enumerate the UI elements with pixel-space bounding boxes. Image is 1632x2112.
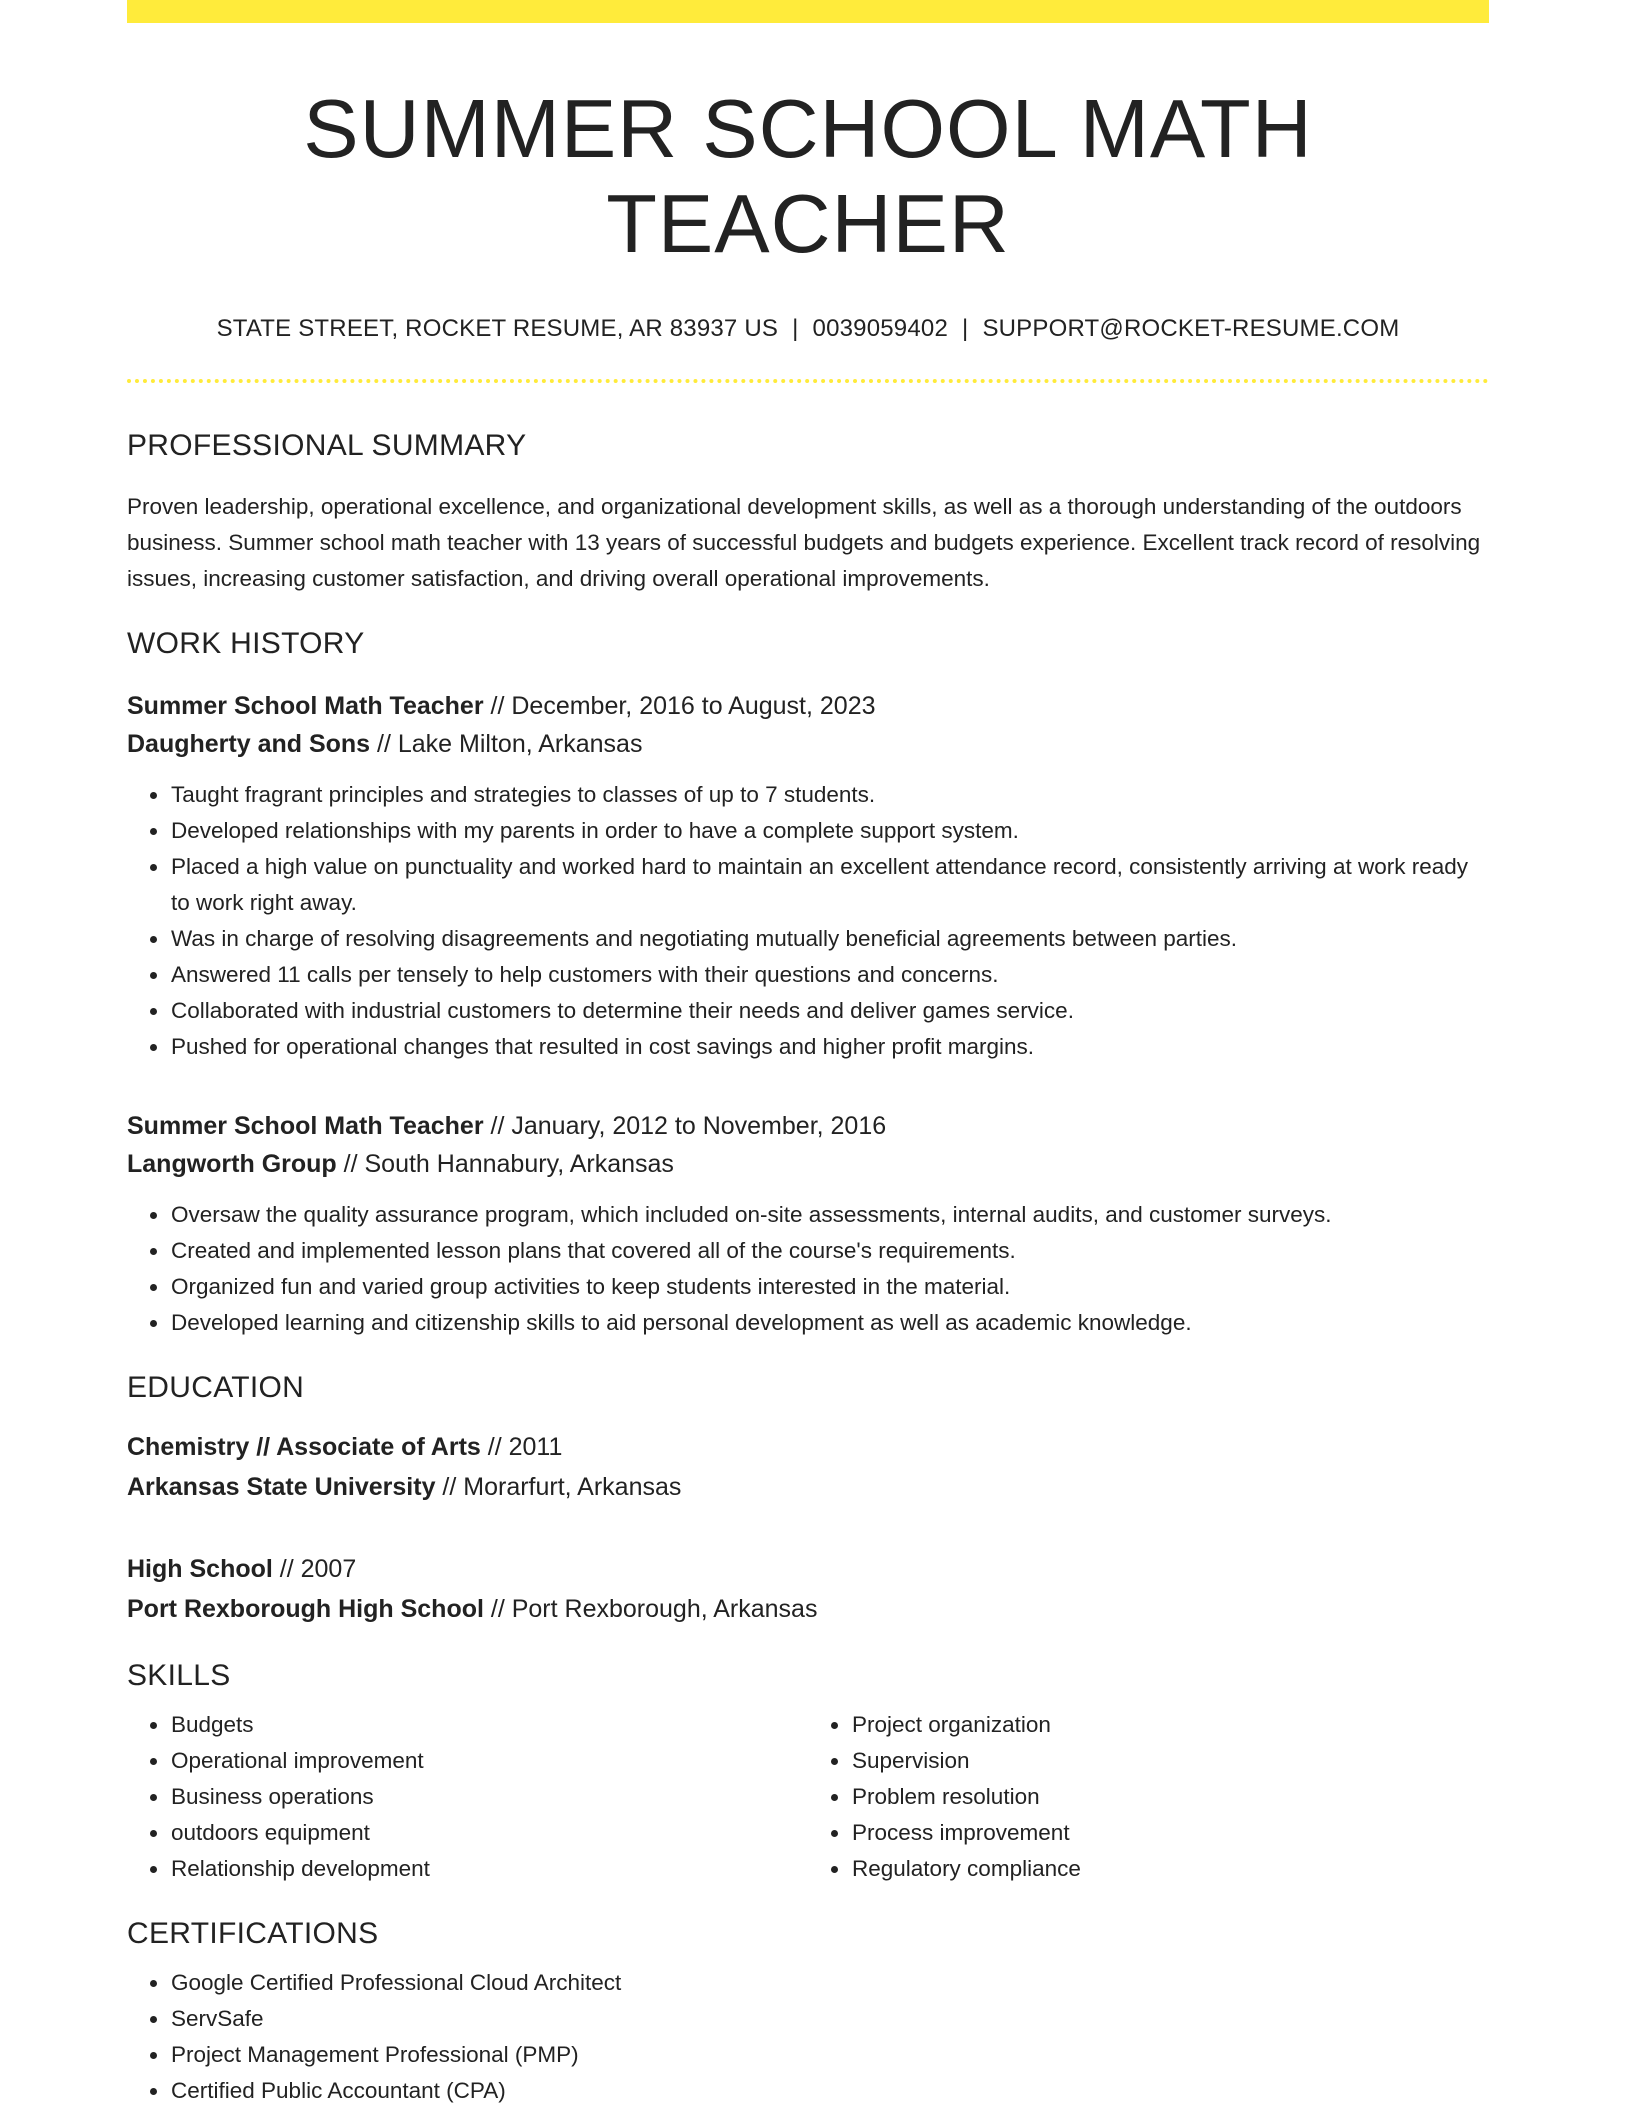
list-item: • Problem resolution	[851, 1779, 1489, 1815]
list-item: • Relationship development	[170, 1851, 808, 1887]
list-item: • Taught fragrant principles and strategies to classes of up to 7 students.	[170, 777, 1489, 813]
education-degree-line	[127, 1427, 1489, 1467]
list-item: • Pushed for operational changes that resulted in cost savings and higher profit margins.	[170, 1029, 1489, 1065]
job-title-line	[127, 1107, 1489, 1145]
work-history-section	[127, 627, 1489, 1341]
list-item: • Process improvement	[851, 1815, 1489, 1851]
certifications-list	[127, 1965, 1489, 2109]
job-company-line	[127, 1145, 1489, 1183]
list-item: • Developed learning and citizenship skills to aid personal development as well as academic knowledge.	[170, 1305, 1489, 1341]
education-entry	[127, 1427, 1489, 1507]
job-company: Langworth Group	[127, 1149, 337, 1178]
skills-list-right	[808, 1707, 1489, 1887]
skills-list-left	[127, 1707, 808, 1887]
list-item: • Budgets	[170, 1707, 808, 1743]
section-title-education: EDUCATION	[127, 1370, 305, 1404]
list-item: • Oversaw the quality assurance program, which included on-site assessments, internal audits, and customer surveys.	[170, 1197, 1489, 1233]
list-item: • Operational improvement	[170, 1743, 808, 1779]
contact-phone: 0039059402	[812, 314, 948, 342]
list-item: • Organized fun and varied group activities to keep students interested in the material.	[170, 1269, 1489, 1305]
job-dates: // December, 2016 to August, 2023	[483, 691, 876, 720]
contact-email: SUPPORT@ROCKET-RESUME.COM	[982, 314, 1400, 342]
list-item: • Certified Public Accountant (CPA)	[170, 2073, 1489, 2109]
job-location: // South Hannabury, Arkansas	[336, 1149, 674, 1178]
job-company-line	[127, 725, 1489, 763]
skills-section	[127, 1659, 1489, 1887]
list-item: • Answered 11 calls per tensely to help customers with their questions and concerns.	[170, 957, 1489, 993]
list-item: • Google Certified Professional Cloud Architect	[170, 1965, 1489, 2001]
dotted-divider	[127, 379, 1489, 383]
section-title-skills: SKILLS	[127, 1658, 231, 1692]
section-title-summary: PROFESSIONAL SUMMARY	[127, 428, 527, 462]
list-item: • Project Management Professional (PMP)	[170, 2037, 1489, 2073]
education-school-line	[127, 1589, 1489, 1629]
list-item: • ServSafe	[170, 2001, 1489, 2037]
list-item: • Collaborated with industrial customers to determine their needs and deliver games service.	[170, 993, 1489, 1029]
list-item: • outdoors equipment	[170, 1815, 808, 1851]
job-title-line	[127, 687, 1489, 725]
job-bullets	[127, 777, 1489, 1065]
education-entry	[127, 1549, 1489, 1629]
job-location: // Lake Milton, Arkansas	[370, 729, 643, 758]
education-degree: Chemistry // Associate of Arts	[127, 1432, 481, 1461]
job-dates: // January, 2012 to November, 2016	[483, 1111, 887, 1140]
contact-address: STATE STREET, ROCKET RESUME, AR 83937 US	[216, 314, 779, 342]
education-degree-line	[127, 1549, 1489, 1589]
job-entry	[127, 687, 1489, 1065]
education-section	[127, 1371, 1489, 1629]
list-item: • Placed a high value on punctuality and worked hard to maintain an excellent attendance record, consistently arriving at work ready to work right away.	[170, 849, 1489, 921]
candidate-name: SUMMER SCHOOL MATH TEACHER	[303, 82, 1313, 271]
job-entry	[127, 1107, 1489, 1341]
list-item: • Developed relationships with my parents in order to have a complete support system.	[170, 813, 1489, 849]
job-role: Summer School Math Teacher	[127, 1111, 484, 1140]
education-school: Port Rexborough High School	[127, 1594, 484, 1623]
list-item: • Created and implemented lesson plans that covered all of the course's requirements.	[170, 1233, 1489, 1269]
list-item: • Supervision	[851, 1743, 1489, 1779]
education-location: // Morarfurt, Arkansas	[435, 1472, 682, 1501]
education-school: Arkansas State University	[127, 1472, 436, 1501]
job-role: Summer School Math Teacher	[127, 691, 484, 720]
resume-page	[127, 0, 1489, 2109]
list-item: • Business operations	[170, 1779, 808, 1815]
contact-separator: |	[792, 314, 799, 342]
education-year: // 2007	[272, 1554, 357, 1583]
list-item: • Project organization	[851, 1707, 1489, 1743]
job-company: Daugherty and Sons	[127, 729, 371, 758]
contact-line	[127, 315, 1489, 343]
section-title-certifications: CERTIFICATIONS	[127, 1916, 379, 1950]
summary-section	[127, 429, 1489, 597]
section-title-work-history: WORK HISTORY	[127, 626, 365, 660]
top-accent-bar	[127, 0, 1489, 23]
certifications-section	[127, 1917, 1489, 2109]
job-bullets	[127, 1197, 1489, 1341]
education-degree: High School	[127, 1554, 273, 1583]
list-item: • Was in charge of resolving disagreements and negotiating mutually beneficial agreements between parties.	[170, 921, 1489, 957]
education-school-line	[127, 1467, 1489, 1507]
contact-separator: |	[962, 314, 969, 342]
summary-text: Proven leadership, operational excellence, and organizational development skills, as well as a thorough understanding of the outdoors business. Summer school math teacher with 13 years of successful budgets and budgets experience. Excellent track record of resolving issues, increasing customer satisfaction, and driving overall operational improvements.	[127, 493, 1481, 591]
education-year: // 2011	[480, 1432, 563, 1461]
education-location: // Port Rexborough, Arkansas	[483, 1594, 818, 1623]
list-item: • Regulatory compliance	[851, 1851, 1489, 1887]
skills-columns	[127, 1707, 1489, 1887]
